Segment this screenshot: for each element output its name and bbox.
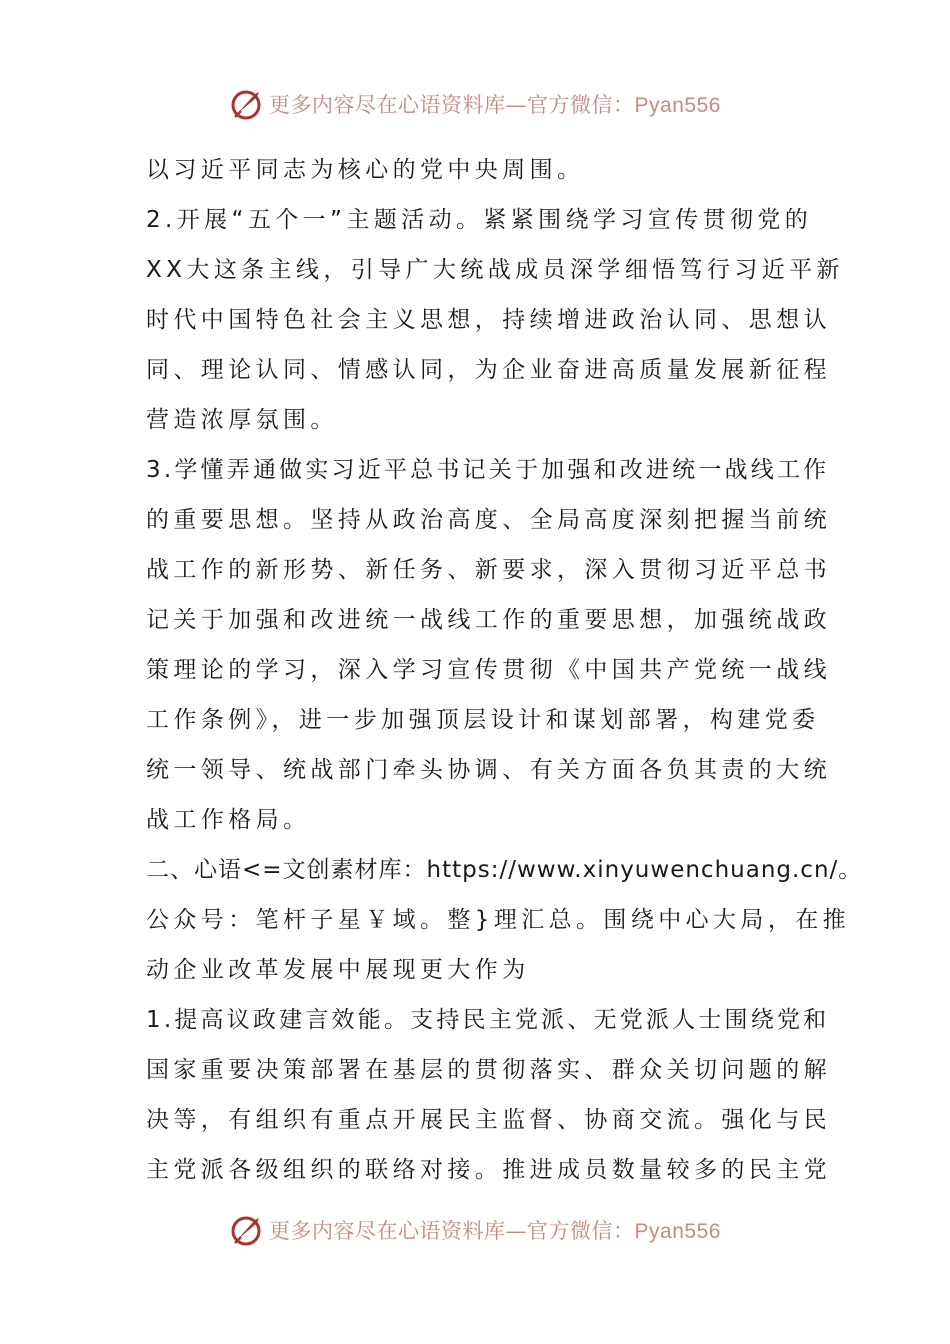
body-line: 战工作格局。 bbox=[146, 807, 311, 833]
body-line: 时代中国特色社会主义思想，持续增进政治认同、思想认 bbox=[146, 307, 831, 333]
quill-logo-icon bbox=[229, 86, 265, 122]
body-line: 统一领导、统战部门牵头协调、有关方面各负其责的大统 bbox=[146, 757, 831, 783]
footer-banner-text: 更多内容尽在心语资料库—官方微信：Pyan556 bbox=[269, 1219, 721, 1243]
body-line: 1.提高议政建言效能。支持民主党派、无党派人士围绕党和 bbox=[146, 1007, 830, 1033]
body-line: 公众号：笔杆子星￥域。整}理汇总。围绕中心大局，在推 bbox=[146, 907, 851, 933]
body-line: XX大这条主线，引导广大统战成员深学细悟笃行习近平新 bbox=[146, 257, 844, 283]
body-line: 同、理论认同、情感认同，为企业奋进高质量发展新征程 bbox=[146, 357, 831, 383]
header-watermark-banner bbox=[0, 84, 950, 124]
body-line: 2.开展“五个一”主题活动。紧紧围绕学习宣传贯彻党的 bbox=[146, 207, 813, 233]
footer-wechat-id: Pyan556 bbox=[634, 1220, 721, 1243]
body-line: 动企业改革发展中展现更大作为 bbox=[146, 957, 530, 983]
body-line: 3.学懂弄通做实习近平总书记关于加强和改进统一战线工作 bbox=[146, 457, 830, 483]
body-line: 战工作的新形势、新任务、新要求，深入贯彻习近平总书 bbox=[146, 557, 831, 583]
body-line: 的重要思想。坚持从政治高度、全局高度深刻把握当前统 bbox=[146, 507, 831, 533]
body-line: 二、心语<=文创素材库：https://www.xinyuwenchuang.cn/。 bbox=[146, 857, 863, 883]
body-line: 策理论的学习，深入学习宣传贯彻《中国共产党统一战线 bbox=[146, 657, 831, 683]
body-line: 决等，有组织有重点开展民主监督、协商交流。强化与民 bbox=[146, 1107, 831, 1133]
body-line: 以习近平同志为核心的党中央周围。 bbox=[146, 157, 585, 183]
body-line: 工作条例》，进一步加强顶层设计和谋划部署，构建党委 bbox=[146, 707, 820, 733]
header-wechat-id: Pyan556 bbox=[634, 94, 721, 117]
body-line: 记关于加强和改进统一战线工作的重要思想，加强统战政 bbox=[146, 607, 831, 633]
body-line: 主党派各级组织的联络对接。推进成员数量较多的民主党 bbox=[146, 1157, 831, 1183]
quill-logo-icon bbox=[229, 1212, 265, 1248]
body-line: 国家重要决策部署在基层的贯彻落实、群众关切问题的解 bbox=[146, 1057, 831, 1083]
document-body bbox=[146, 145, 863, 1195]
body-line: 营造浓厚氛围。 bbox=[146, 407, 338, 433]
footer-watermark-banner bbox=[0, 1210, 950, 1250]
header-banner-text: 更多内容尽在心语资料库—官方微信：Pyan556 bbox=[269, 93, 721, 117]
